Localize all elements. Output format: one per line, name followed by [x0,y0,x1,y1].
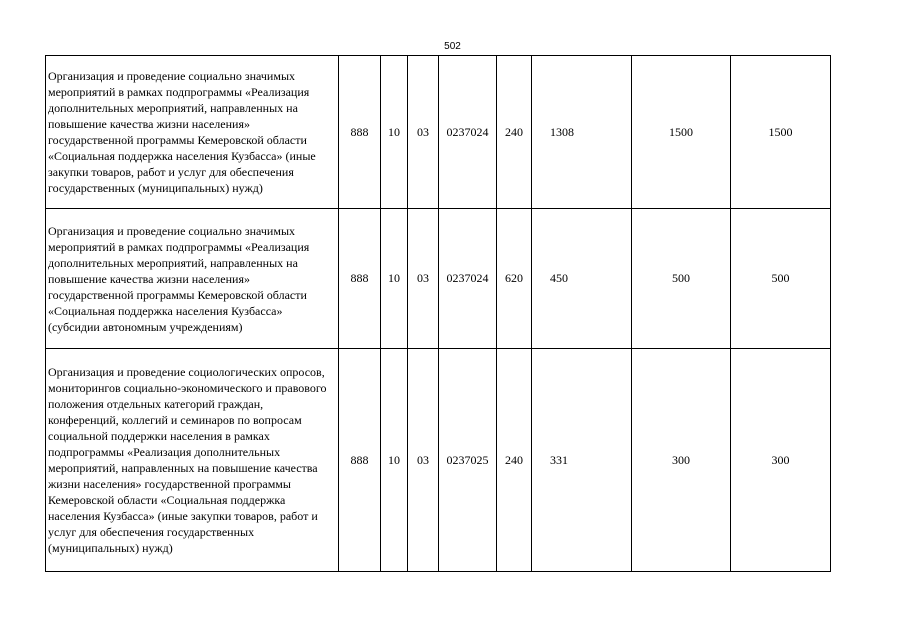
ministry-code: 888 [339,349,381,572]
section-code: 10 [381,56,408,209]
subsection-code: 03 [408,56,439,209]
table-row [46,349,831,572]
section-code: 10 [381,349,408,572]
amount-year-2: 500 [632,209,731,349]
page-number: 502 [444,41,461,52]
subsection-code: 03 [408,349,439,572]
section-code: 10 [381,209,408,349]
amount-year-2: 1500 [632,56,731,209]
row-description: Организация и проведение социологических опросов, мониторингов социально-экономического и правового положения отдельных категорий граждан, конференций, коллегий и семинаров по вопросам социальной поддержки населения в рамках подпрограммы «Реализация дополнительных мероприятий, направленных на повышение качества жизни населения» государственной программы Кемеровской области «Социальная поддержка населения Кузбасса» (иные закупки товаров, работ и услуг для обеспечения государственных (муниципальных) нужд) [46,349,339,572]
table-row [46,56,831,209]
amount-year-1: 331 [532,349,632,572]
subsection-code: 03 [408,209,439,349]
row-description: Организация и проведение социально значимых мероприятий в рамках подпрограммы «Реализация дополнительных мероприятий, направленных на повышение качества жизни населения» государственной программы Кемеровской области «Социальная поддержка населения Кузбасса» (субсидии автономным учреждениям) [46,209,339,349]
expense-type-code: 240 [497,56,532,209]
target-article-code: 0237024 [439,56,497,209]
target-article-code: 0237025 [439,349,497,572]
amount-year-2: 300 [632,349,731,572]
amount-year-3: 300 [731,349,831,572]
amount-year-3: 1500 [731,56,831,209]
ministry-code: 888 [339,209,381,349]
amount-year-1: 1308 [532,56,632,209]
amount-year-3: 500 [731,209,831,349]
budget-table [45,55,831,572]
expense-type-code: 240 [497,349,532,572]
ministry-code: 888 [339,56,381,209]
expense-type-code: 620 [497,209,532,349]
table-row [46,209,831,349]
target-article-code: 0237024 [439,209,497,349]
row-description: Организация и проведение социально значимых мероприятий в рамках подпрограммы «Реализация дополнительных мероприятий, направленных на повышение качества жизни населения» государственной программы Кемеровской области «Социальная поддержка населения Кузбасса» (иные закупки товаров, работ и услуг для обеспечения государственных (муниципальных) нужд) [46,56,339,209]
amount-year-1: 450 [532,209,632,349]
